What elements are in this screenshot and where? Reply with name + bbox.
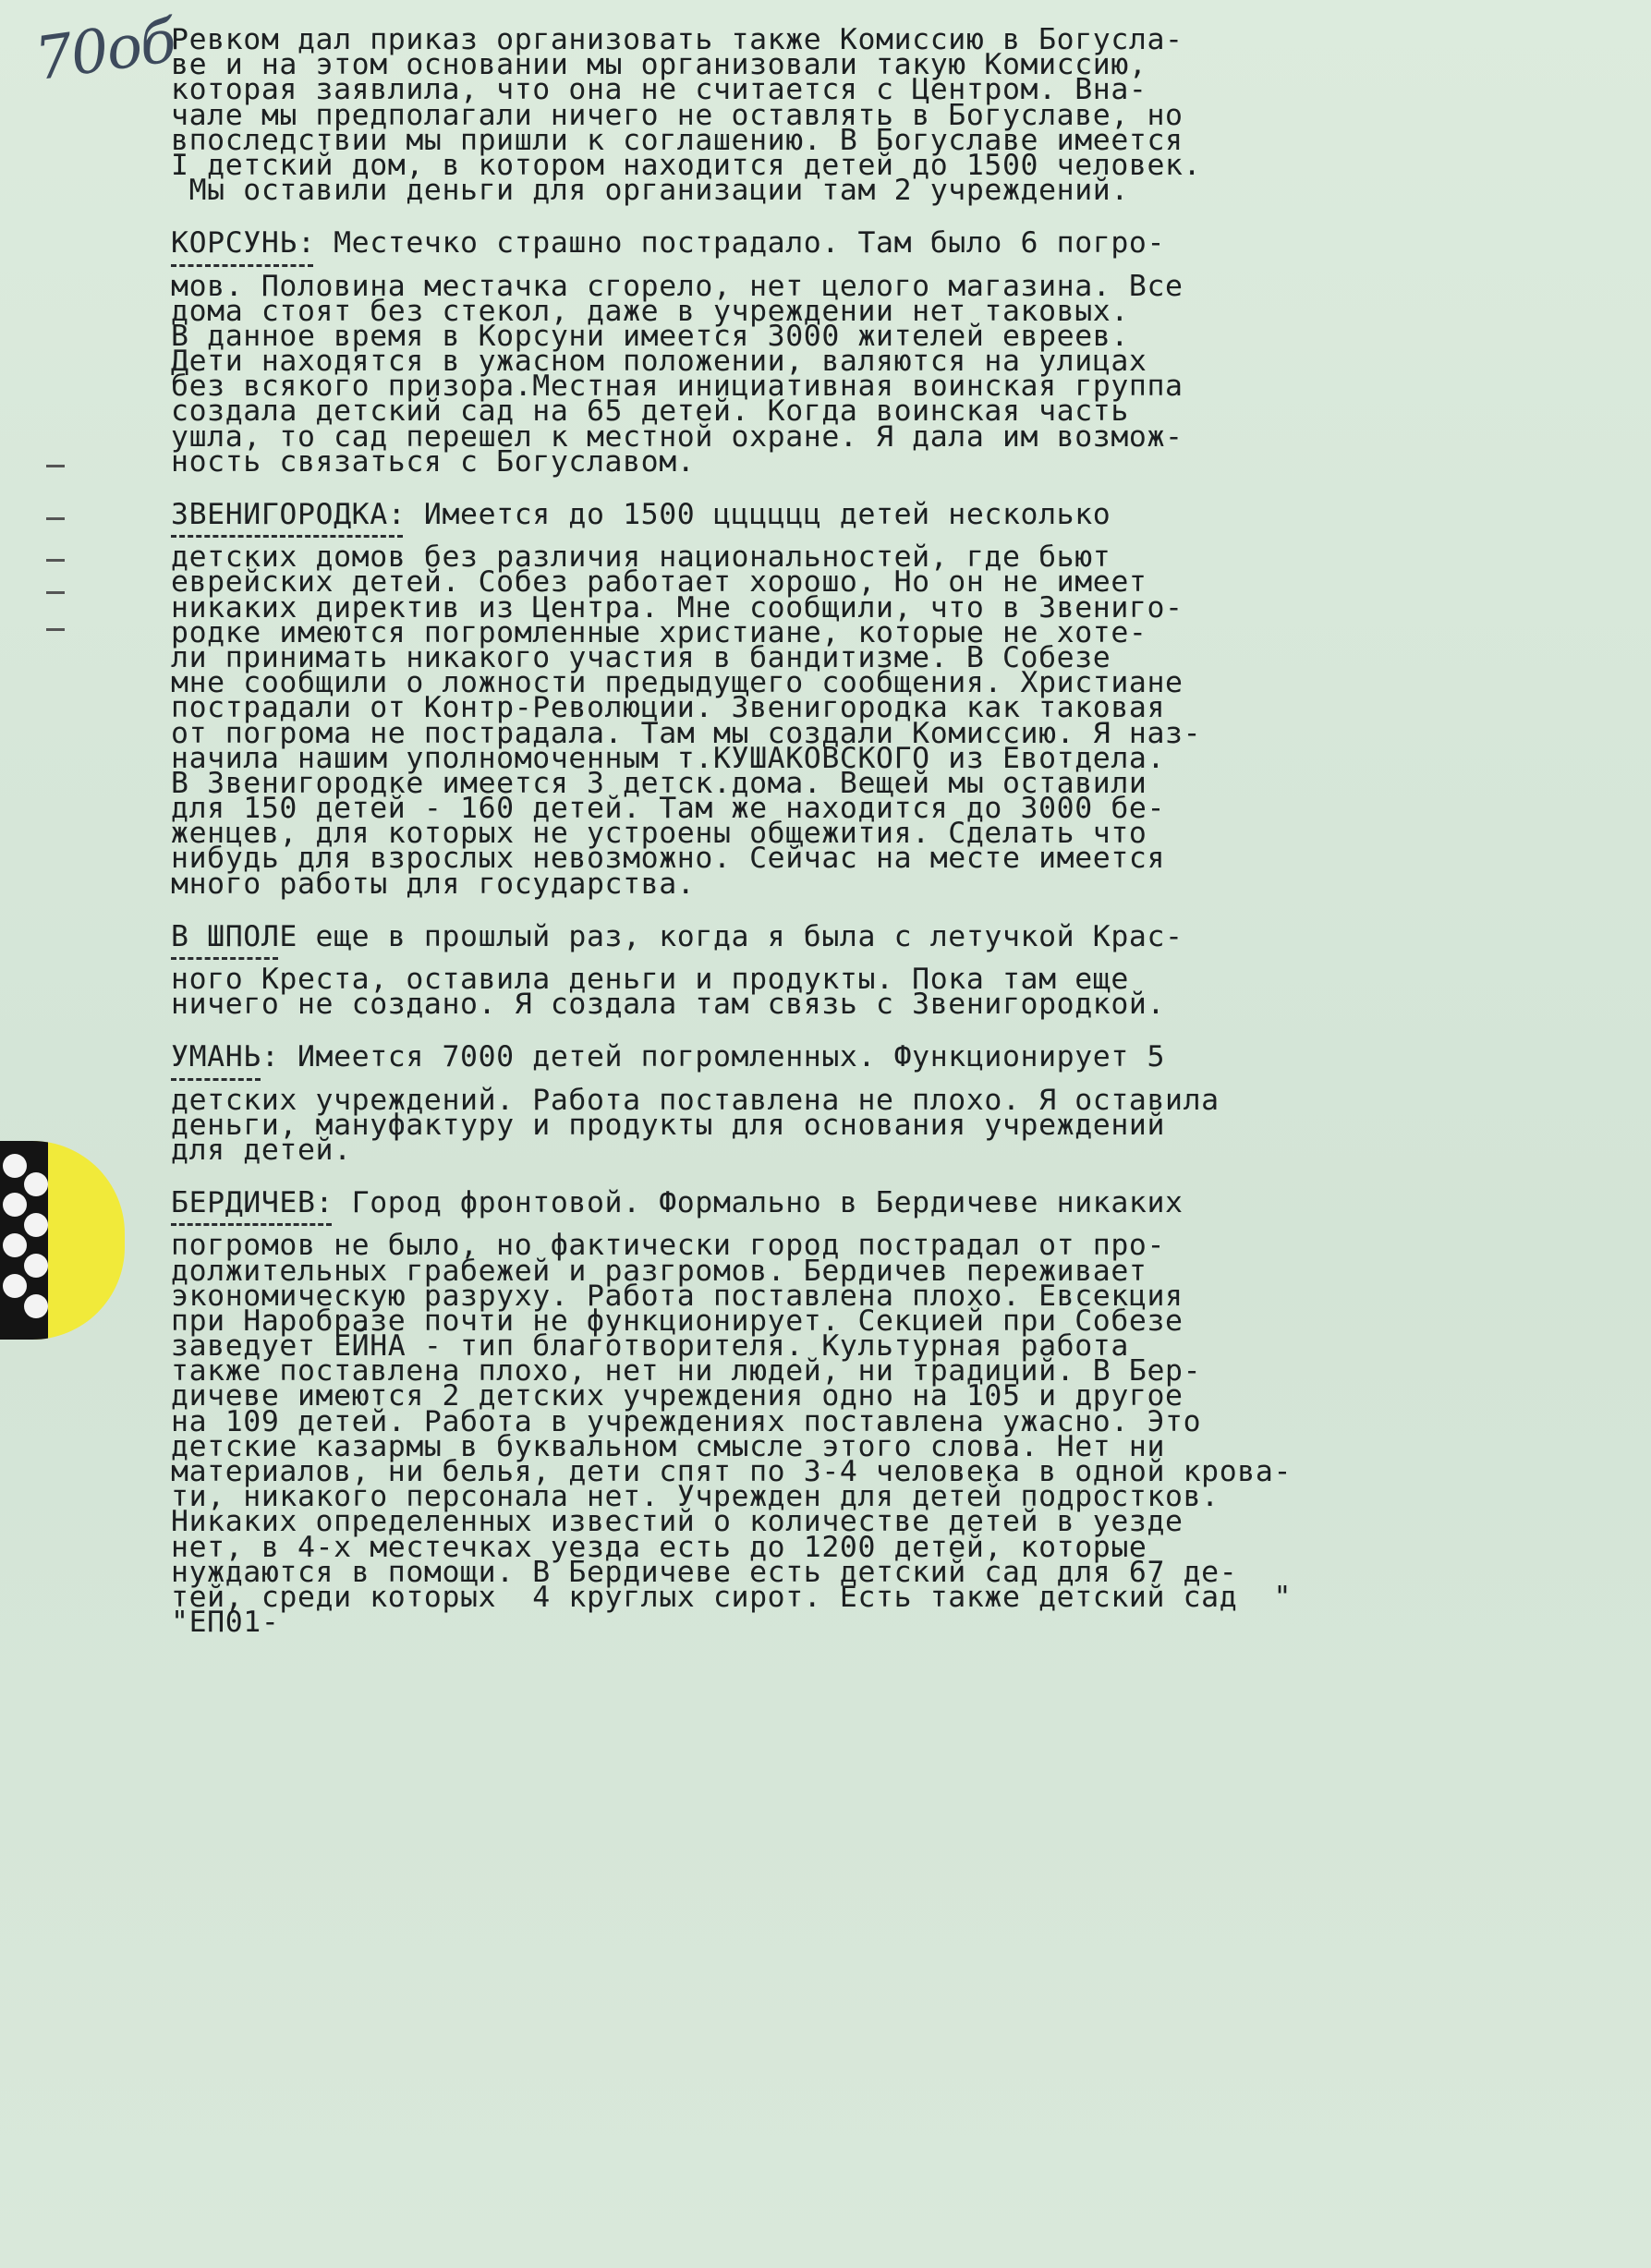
text-line: дома стоят без стекол, даже в учреждении нет таковых. bbox=[171, 294, 1129, 328]
text-line: родке имеются погромленные христиане, которые не хоте- bbox=[171, 615, 1147, 649]
text-line: экономическую разруху. Работа поставлена плохо. Евсекция bbox=[171, 1279, 1184, 1313]
text-line: при Наробразе почти не функционирует. Секцией при Собезе bbox=[171, 1304, 1184, 1338]
text-line: на 109 детей. Работа в учреждениях поставлена ужасно. Это bbox=[171, 1404, 1202, 1438]
text-line: заведует ЕЙНА - тип благотворителя. Культурная работа bbox=[171, 1329, 1129, 1364]
tab-hole-icon bbox=[24, 1213, 48, 1237]
text-line: погромов не было, но фактически город пострадал от про- bbox=[171, 1229, 1166, 1263]
text-line: нет, в 4-х местечках уезда есть до 1200 детей, которые bbox=[171, 1530, 1147, 1564]
text-line: пострадали от Контр-Революции. Звенигородка как таковая bbox=[171, 691, 1166, 725]
text-line: начила нашим уполномоченным т.КУШАКОВСКОГО из Евотдела. bbox=[171, 741, 1166, 775]
text-line: должительных грабежей и разгромов. Бердичев переживает bbox=[171, 1254, 1147, 1288]
margin-mark bbox=[46, 559, 65, 562]
text-line: ти, никакого персонала нет. Учрежден для детей подростков. bbox=[171, 1480, 1220, 1514]
text-line: детских домов без различия национальностей, где бьют bbox=[171, 540, 1111, 575]
heading-underline bbox=[171, 1078, 261, 1081]
tab-hole-icon bbox=[3, 1274, 27, 1298]
text-line: нуждаются в помощи. В Бердичеве есть детский сад для 67 де- bbox=[171, 1555, 1238, 1589]
section-heading: В ШПОЛЕ еще в прошлый раз, когда я была с летучкой Крас- bbox=[171, 919, 1184, 953]
section-heading: ЗВЕНИГОРОДКА: Имеется до 1500 цццццц детей несколько bbox=[171, 498, 1111, 531]
text-line: от погрома не пострадала. Там мы создали Комиссию. Я наз- bbox=[171, 716, 1202, 750]
text-line: деньги, мануфактуру и продукты для основания учреждений bbox=[171, 1108, 1166, 1142]
text-line: тей, среди которых 4 круглых сирот. Есть также детский сад " bbox=[171, 1580, 1293, 1614]
text-line: для 150 детей - 160 детей. Там же находится до 3000 бе- bbox=[171, 792, 1166, 826]
tab-hole-icon bbox=[24, 1254, 48, 1278]
text-line: В Звенигородке имеется 3 детск.дома. Вещей мы оставили bbox=[171, 766, 1147, 800]
text-line: никаких директив из Центра. Мне сообщили, что в Звениго- bbox=[171, 590, 1184, 625]
text-line: создала детский сад на 65 детей. Когда воинская часть bbox=[171, 394, 1129, 429]
text-line: В данное время в Корсуни имеется 3000 жителей евреев. bbox=[171, 319, 1129, 353]
margin-mark bbox=[46, 465, 65, 467]
handwritten-folio-note: 70об bbox=[30, 6, 179, 95]
typed-text-body bbox=[171, 23, 1520, 1640]
heading-underline bbox=[171, 264, 313, 267]
text-line: для детей. bbox=[171, 1133, 352, 1167]
tab-hole-icon bbox=[24, 1294, 48, 1318]
text-line: ность связаться с Богуславом. bbox=[171, 444, 696, 479]
text-line: ве и на этом основании мы организовали такую Комиссию, bbox=[171, 48, 1147, 82]
section-heading: КОРСУНЬ: Местечко страшно пострадало. Там было 6 погро- bbox=[171, 226, 1166, 261]
text-line: Дети находятся в ужасном положении, валяются на улицах bbox=[171, 345, 1147, 379]
text-line: I детский дом, в котором находится детей до 1500 человек. bbox=[171, 148, 1202, 182]
yellow-binder-tab bbox=[0, 1141, 125, 1340]
text-line: также поставлена плохо, нет ни людей, ни традиций. В Бер- bbox=[171, 1354, 1202, 1389]
margin-mark bbox=[46, 517, 65, 520]
text-line: материалов, ни белья, дети спят по 3-4 человека в одной крова- bbox=[171, 1455, 1293, 1488]
text-line: Ревком дал приказ организовать также Комиссию в Богусла- bbox=[171, 23, 1184, 56]
text-line: ушла, то сад перешел к местной охране. Я дала им возмож- bbox=[171, 419, 1184, 454]
tab-hole-icon bbox=[24, 1172, 48, 1196]
text-line: ничего не создано. Я создала там связь с Звенигородкой. bbox=[171, 988, 1166, 1022]
heading-underline bbox=[171, 535, 403, 538]
text-line: детских учреждений. Работа поставлена не плохо. Я оставила bbox=[171, 1083, 1220, 1117]
tab-hole-icon bbox=[3, 1193, 27, 1217]
text-line: впоследствии мы пришли к соглашению. В Богуславе имеется bbox=[171, 123, 1184, 157]
margin-mark bbox=[46, 628, 65, 631]
heading-underline bbox=[171, 1223, 332, 1226]
text-line: Никаких определенных известий о количестве детей в уезде bbox=[171, 1505, 1184, 1539]
text-line: мов. Половина местачка сгорело, нет целого магазина. Все bbox=[171, 269, 1184, 303]
margin-mark bbox=[46, 591, 65, 594]
text-line: детские казармы в буквальном смысле этого слова. Нет ни bbox=[171, 1429, 1166, 1463]
text-line: еврейских детей. Собез работает хорошо, Но он не имеет bbox=[171, 565, 1147, 600]
text-line: которая заявлила, что она не считается с Центром. Вна- bbox=[171, 73, 1147, 107]
tab-hole-icon bbox=[3, 1233, 27, 1257]
text-line: без всякого призора.Местная инициативная воинская группа bbox=[171, 370, 1184, 404]
text-line: мне сообщили о ложности предыдущего сообщения. Христиане bbox=[171, 666, 1184, 700]
text-line: нибудь для взрослых невозможно. Сейчас на месте имеется bbox=[171, 842, 1166, 876]
text-line: чале мы предполагали ничего не оставлять в Богуславе, но bbox=[171, 98, 1184, 132]
tab-hole-icon bbox=[3, 1154, 27, 1178]
heading-underline bbox=[171, 957, 278, 960]
section-heading: БЕРДИЧЕВ: Город фронтовой. Формально в Бердичеве никаких bbox=[171, 1186, 1184, 1220]
text-line: женцев, для которых не устроены общежития. Сделать что bbox=[171, 817, 1147, 851]
section-heading: УМАНЬ: Имеется 7000 детей погромленных. Функционирует 5 bbox=[171, 1040, 1166, 1074]
text-line: много работы для государства. bbox=[171, 867, 696, 901]
text-line: "ЕП01- bbox=[171, 1606, 280, 1640]
text-line: Мы оставили деньги для организации там 2 учреждений. bbox=[171, 174, 1129, 208]
text-line: дичеве имеются 2 детских учреждения одно на 105 и другое bbox=[171, 1379, 1184, 1413]
text-line: ного Креста, оставила деньги и продукты. Пока там еще bbox=[171, 963, 1129, 996]
text-line: ли принимать никакого участия в бандитизме. В Собезе bbox=[171, 640, 1111, 674]
